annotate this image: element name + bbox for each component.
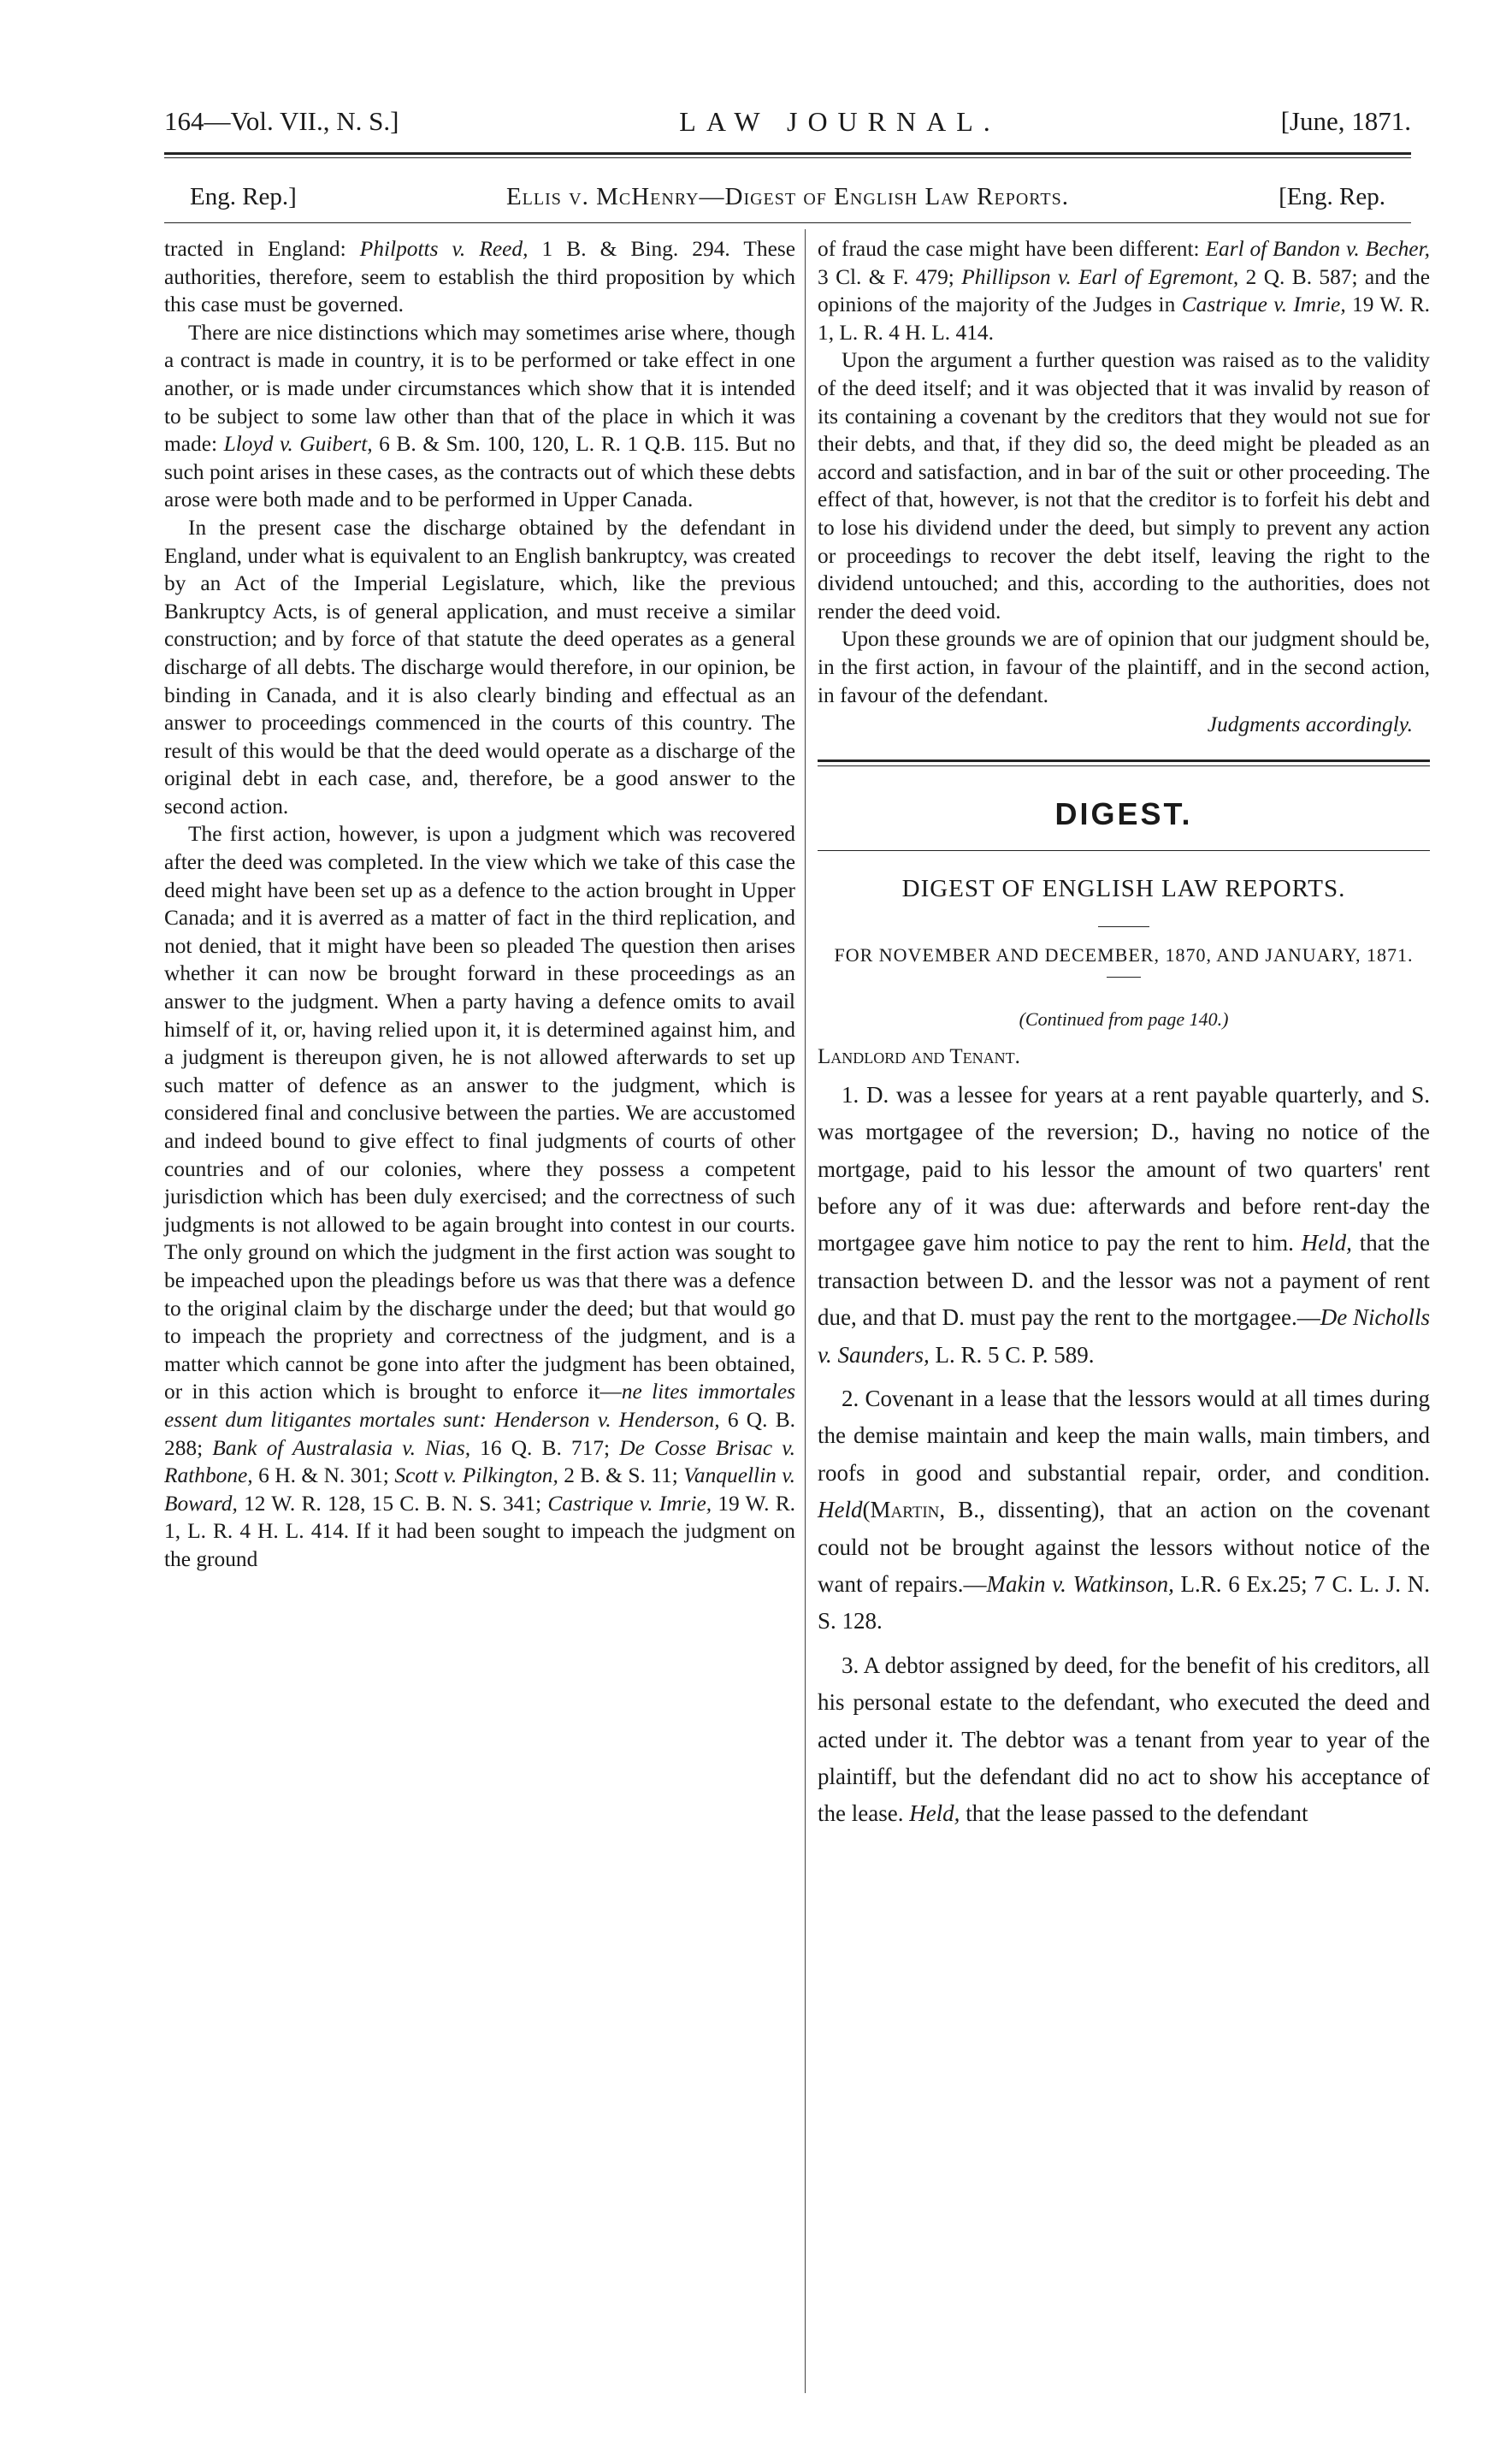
subhead-rule bbox=[164, 222, 1411, 223]
running-head-date: [June, 1871. bbox=[1280, 106, 1411, 136]
digest-items bbox=[818, 1077, 1430, 1833]
header-rule-thick bbox=[164, 152, 1411, 155]
case-citation: Vanquellin v. Boward, bbox=[164, 1463, 795, 1516]
held-label: Held, bbox=[909, 1800, 960, 1827]
case-citation: Makin v. Watkinson, bbox=[986, 1570, 1174, 1597]
case-citation: De Cosse Brisac v. Rathbone, bbox=[164, 1435, 795, 1488]
subhead-right: [Eng. Rep. bbox=[1279, 182, 1385, 210]
running-head-volume: 164—Vol. VII., N. S.] bbox=[164, 106, 399, 136]
paragraph: of fraud the case might have been different: Earl of Bandon v. Becher, 3 Cl. & F. 479; Phillipson v. Earl of Egremont, 2 Q. B. 587; and the opinions of the majority of the Judges in Castrique v. Imrie, 19 W. R. 1, L. R. 4 H. L. 414. bbox=[818, 237, 1430, 345]
digest-item: 3. A debtor assigned by deed, for the benefit of his creditors, all his personal estate to the defendant, who executed the deed and acted under it. The debtor was a tenant from year to year of the plaintiff, but the defendant did no act to show his acceptance of the lease. Held, that the lease passed to the defendant bbox=[818, 1652, 1430, 1827]
digest-section-heading: Landlord and Tenant. bbox=[818, 1044, 1020, 1068]
case-citation: Scott v. Pilkington, bbox=[394, 1463, 558, 1488]
paragraph: Upon these grounds we are of opinion that our judgment should be, in the first action, in favour of the plaintiff, and in the second action, in favour of the defendant. bbox=[818, 627, 1430, 707]
short-rule bbox=[1107, 977, 1141, 978]
subhead-left: Eng. Rep.] bbox=[190, 182, 297, 210]
judgment-line: Judgments accordingly. bbox=[1207, 712, 1413, 737]
section-rule-thick bbox=[818, 760, 1430, 762]
running-head bbox=[164, 96, 1411, 147]
judge-name: Martin bbox=[870, 1497, 940, 1523]
left-column bbox=[164, 235, 795, 1574]
column-divider bbox=[805, 229, 806, 2393]
case-citation: Philpotts v. Reed, bbox=[359, 237, 529, 261]
held-label: Held, bbox=[1301, 1230, 1352, 1256]
continued-note: (Continued from page 140.) bbox=[1019, 1008, 1229, 1030]
case-citation: Earl of Bandon v. Becher, bbox=[1205, 237, 1430, 261]
case-citation: Castrique v. Imrie, bbox=[547, 1491, 712, 1516]
section-rule-thin bbox=[818, 765, 1430, 766]
short-rule bbox=[1098, 926, 1149, 927]
digest-item: 1. D. was a lessee for years at a rent payable quarterly, and S. was mortgagee of the reversion; D., having no notice of the mortgage, paid to his lessor the amount of two quarters' rent before any of it was due: afterwards and before rent-day the mortgagee gave him notice to pay the rent to him. Held, that the transaction between D. and the lessor was not a payment of rent due, and that D. must pay the rent to the mortgagee.—De Nicholls v. Saunders, L. R. 5 C. P. 589. bbox=[818, 1081, 1430, 1368]
paragraph: In the present case the discharge obtained by the defendant in England, under what is equivalent to an English bankruptcy, was created by an Act of the Imperial Legislature, which, like the previous Bankruptcy Acts, is of general application, and must receive a similar construction; and by force of that statute the deed operates as a general discharge of all debts. The discharge would therefore, in our opinion, be binding in Canada, and it is also clearly binding and effectual as an answer to proceedings commenced in the courts of this country. The result of this would be that the deed would operate as a discharge of the original debt in each case, and, therefore, be a good answer to the second action. bbox=[164, 515, 795, 819]
section-subhead bbox=[190, 178, 1385, 216]
paragraph: tracted in England: Philpotts v. Reed, 1 B. & Bing. 294. These authorities, therefore, seem to establish the third proposition by which this case must be governed. bbox=[164, 237, 795, 317]
case-citation: Phillipson v. Earl of Egremont, bbox=[961, 264, 1239, 289]
paragraph: The first action, however, is upon a judgment which was recovered after the deed was completed. In the view which we take of this case the deed might have been set up as a defence to the action brought in Upper Canada; and it is averred as a matter of fact in the third replication, and not denied, that it might have been so pleaded The question then arises whether it can now be brought forward in these proceedings as an answer to the judgment. When a party having a defence omits to avail himself of it, or, having relied upon it, it is determined against him, and a judgment is thereupon given, he is not allowed afterwards to set up such matter of defence as an answer to the judgment, which is considered final and conclusive between the parties. We are accustomed and indeed bound to give effect to final judgments of courts of other countries and of our colonies, where they possess a competent jurisdiction which has been duly exercised; and the correctness of such judgments is not allowed to be again brought into contest in our courts. The only ground on which the judgment in the first action was sought to be impeached upon the pleadings before us was that there was a defence to the original claim by the discharge under the deed; but that would go to impeach the propriety and correctness of the judgment, and is a matter which cannot be gone into after the judgment has been obtained, or in this action which is brought to enforce it—ne lites immortales essent dum litigantes mortales sunt: Henderson v. Henderson, 6 Q. B. 288; Bank of Australasia v. Nias, 16 Q. B. 717; De Cosse Brisac v. Rathbone, 6 H. & N. 301; Scott v. Pilkington, 2 B. & S. 11; Vanquellin v. Boward, 12 W. R. 128, 15 C. B. N. S. 341; Castrique v. Imrie, 19 W. R. 1, L. R. 4 H. L. 414. If it had been sought to impeach the judgment on the ground bbox=[164, 822, 796, 1571]
right-column bbox=[818, 235, 1430, 1840]
subhead-center: Ellis v. McHenry—Digest of English Law Reports. bbox=[505, 182, 1070, 210]
case-citation: Lloyd v. Guibert, bbox=[223, 432, 373, 457]
digest-title: DIGEST. bbox=[1054, 795, 1193, 831]
case-citation: De Nicholls v. Saunders, bbox=[818, 1304, 1430, 1368]
header-rule-thin bbox=[164, 157, 1411, 158]
case-citation: Bank of Australasia v. Nias, bbox=[212, 1435, 471, 1460]
case-citation: Castrique v. Imrie, bbox=[1181, 293, 1346, 317]
paragraph: Upon the argument a further question was raised as to the validity of the deed itself; and it was objected that it was invalid by reason of its containing a covenant by the creditors that they would not sue for their debts, and that, if they did so, the deed might be pleaded as an accord and satisfaction, and in bar of the suit or other proceeding. The effect of that, however, is not that the creditor is to forfeit his debt and to lose his dividend under the deed, but simply to prevent any action or proceedings to recover the debt itself, leaving the right to the dividend untouched; and this, according to the authorities, does not render the deed void. bbox=[818, 348, 1430, 624]
digest-item: 2. Covenant in a lease that the lessors would at all times during the demise maintain and keep the main walls, main timbers, and roofs in good and substantial repair, order, and condition. Held(Martin, B., dissenting), that an action on the covenant could not be brought against the lessors without notice of the want of repairs.—Makin v. Watkinson, L.R. 6 Ex.25; 7 C. L. J. N. S. 128. bbox=[818, 1385, 1430, 1634]
held-label: Held bbox=[818, 1497, 863, 1523]
paragraph: There are nice distinctions which may sometimes arise where, though a contract is made in country, it is to be performed or take effect in one another, or is made under circumstances which show that it is intended to be subject to some law other than that of the place in which it was made: Lloyd v. Guibert, 6 B. & Sm. 100, 120, L. R. 1 Q.B. 115. But no such point arises in these cases, as the contracts out of which these debts arose were both made and to be performed in Upper Canada. bbox=[164, 320, 795, 512]
latin-maxim: ne lites immortales essent dum litigantes mortales sunt: Henderson v. Henderson, bbox=[164, 1380, 796, 1432]
digest-period: FOR NOVEMBER AND DECEMBER, 1870, AND JANUARY, 1871. bbox=[834, 943, 1414, 966]
running-head-journal-title: LAW JOURNAL. bbox=[679, 105, 1001, 137]
digest-divider bbox=[818, 850, 1430, 851]
digest-subtitle: DIGEST OF ENGLISH LAW REPORTS. bbox=[901, 874, 1346, 902]
